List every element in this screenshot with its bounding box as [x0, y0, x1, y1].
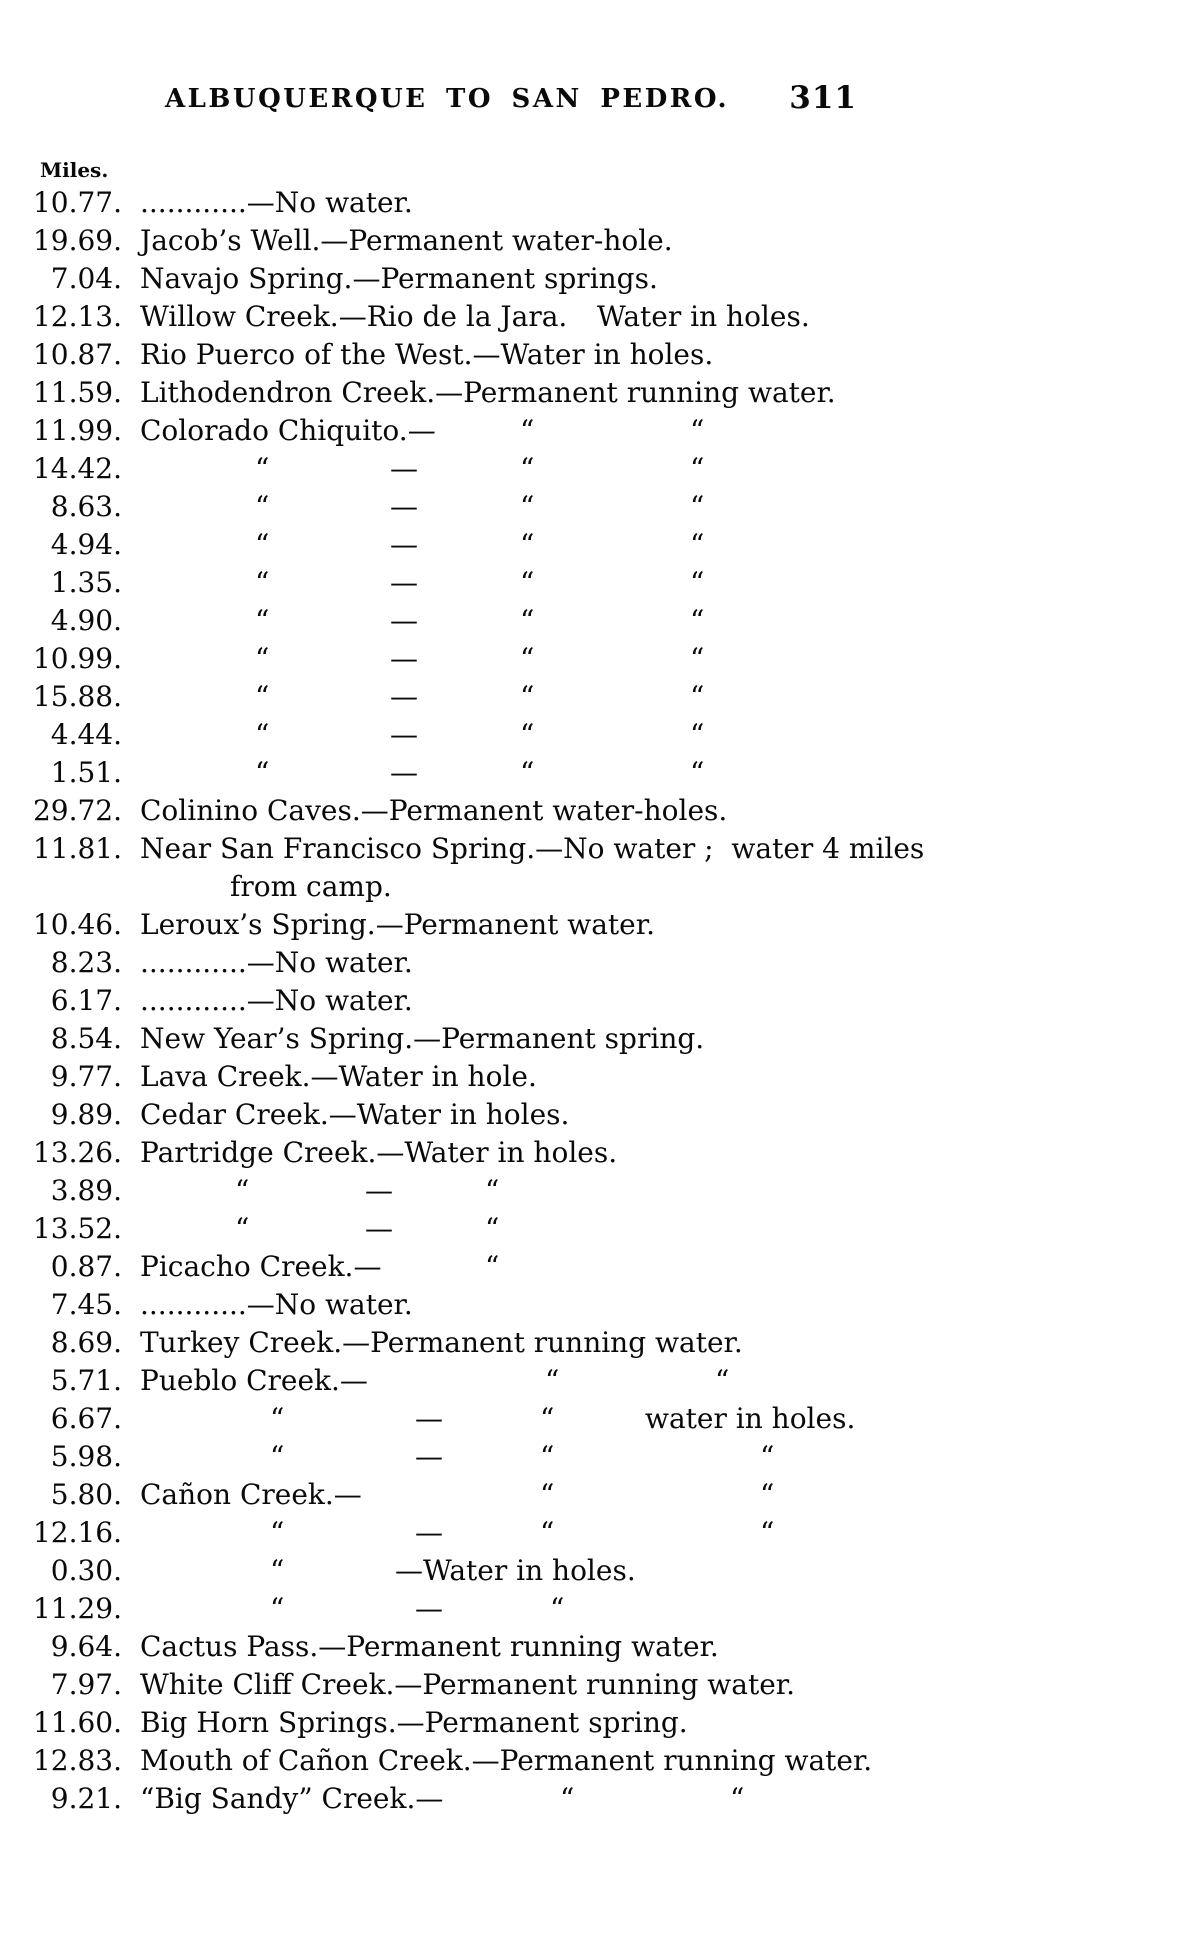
- route-entry-row: [0, 414, 1177, 452]
- dash-mark: —: [415, 1402, 443, 1435]
- ditto-mark: “: [270, 1402, 285, 1435]
- entry-content: [140, 832, 1177, 870]
- ditto-mark: “: [540, 1478, 555, 1511]
- route-entry-row: [0, 1744, 1177, 1782]
- entry-text: —Water in holes.: [395, 1554, 636, 1587]
- miles-value: 19.69.: [32, 224, 122, 257]
- ditto-mark: “: [690, 604, 705, 637]
- route-entry-row: [0, 1098, 1177, 1136]
- ditto-mark: “: [540, 1402, 555, 1435]
- ditto-mark: “: [255, 756, 270, 789]
- entry-content: [140, 1174, 1177, 1212]
- entry-content: [140, 300, 1177, 338]
- entry-text: Cedar Creek.—Water in holes.: [140, 1098, 570, 1131]
- entry-text: Lithodendron Creek.—Permanent running water.: [140, 376, 836, 409]
- route-entry-row: [0, 1174, 1177, 1212]
- entry-text: Colinino Caves.—Permanent water-holes.: [140, 794, 728, 827]
- dash-mark: —: [390, 680, 418, 713]
- route-entry-row: [0, 1060, 1177, 1098]
- route-entry-row: [0, 604, 1177, 642]
- miles-value: 6.67.: [50, 1402, 122, 1435]
- dash-mark: —: [415, 1440, 443, 1473]
- route-entry-row: [0, 1136, 1177, 1174]
- entry-content: [140, 642, 1177, 680]
- miles-value: 4.44.: [50, 718, 122, 751]
- entry-content: [140, 1744, 1177, 1782]
- miles-value: 8.23.: [50, 946, 122, 979]
- route-entry-row: [0, 718, 1177, 756]
- ditto-mark: “: [255, 680, 270, 713]
- miles-value: 7.45.: [50, 1288, 122, 1321]
- miles-value: 5.98.: [50, 1440, 122, 1473]
- ditto-mark: “: [690, 642, 705, 675]
- entry-content: [140, 1288, 1177, 1326]
- route-entry-row: [0, 642, 1177, 680]
- miles-value: 12.16.: [32, 1516, 122, 1549]
- route-entry-row: [0, 452, 1177, 490]
- ditto-mark: “: [690, 718, 705, 751]
- dash-mark: —: [390, 566, 418, 599]
- ditto-mark: “: [690, 756, 705, 789]
- ditto-mark: “: [235, 1212, 250, 1245]
- miles-value: 8.63.: [50, 490, 122, 523]
- dash-mark: —: [390, 642, 418, 675]
- entry-content: [140, 1326, 1177, 1364]
- miles-value: 10.87.: [32, 338, 122, 371]
- ditto-mark: “: [520, 566, 535, 599]
- ditto-mark: “: [550, 1592, 565, 1625]
- entry-content: [140, 1516, 1177, 1554]
- miles-value: 0.87.: [50, 1250, 122, 1283]
- route-entry-row: [0, 908, 1177, 946]
- dash-mark: —: [365, 1212, 393, 1245]
- route-entry-row: [0, 1402, 1177, 1440]
- entry-text: water in holes.: [645, 1402, 856, 1435]
- entry-content: [140, 262, 1177, 300]
- miles-value: 7.97.: [50, 1668, 122, 1701]
- entry-content: [140, 1060, 1177, 1098]
- entry-content: [140, 566, 1177, 604]
- ditto-mark: “: [690, 490, 705, 523]
- dash-mark: —: [390, 756, 418, 789]
- ditto-mark: “: [690, 566, 705, 599]
- miles-value: 9.64.: [50, 1630, 122, 1663]
- ditto-mark: “: [270, 1554, 285, 1587]
- route-entry-row: [0, 1592, 1177, 1630]
- entry-text: Partridge Creek.—Water in holes.: [140, 1136, 618, 1169]
- entry-content: [140, 376, 1177, 414]
- route-entry-row: [0, 832, 1177, 870]
- entry-text: Rio Puerco of the West.—Water in holes.: [140, 338, 714, 371]
- miles-value: 6.17.: [50, 984, 122, 1017]
- ditto-mark: “: [715, 1364, 730, 1397]
- ditto-mark: “: [520, 680, 535, 713]
- ditto-mark: “: [760, 1440, 775, 1473]
- miles-value: 3.89.: [50, 1174, 122, 1207]
- entry-text: Pueblo Creek.—: [140, 1364, 368, 1397]
- route-entry-row: [0, 1364, 1177, 1402]
- route-entry-row: [0, 224, 1177, 262]
- entry-text: ............—No water.: [140, 984, 413, 1017]
- ditto-mark: “: [760, 1478, 775, 1511]
- ditto-mark: “: [730, 1782, 745, 1815]
- entry-content: [140, 984, 1177, 1022]
- miles-value: 12.13.: [32, 300, 122, 333]
- ditto-mark: “: [485, 1174, 500, 1207]
- miles-value: 9.77.: [50, 1060, 122, 1093]
- entry-content: [140, 718, 1177, 756]
- ditto-mark: “: [545, 1364, 560, 1397]
- entry-text: “Big Sandy” Creek.—: [140, 1782, 444, 1815]
- ditto-mark: “: [255, 528, 270, 561]
- entry-text: Cactus Pass.—Permanent running water.: [140, 1630, 719, 1663]
- entry-content: [140, 604, 1177, 642]
- dash-mark: —: [415, 1592, 443, 1625]
- ditto-mark: “: [485, 1212, 500, 1245]
- ditto-mark: “: [520, 490, 535, 523]
- entry-content: [140, 1630, 1177, 1668]
- entry-content: [140, 1782, 1177, 1820]
- entry-text: White Cliff Creek.—Permanent running water.: [140, 1668, 795, 1701]
- route-entry-row: [0, 1516, 1177, 1554]
- dash-mark: —: [365, 1174, 393, 1207]
- entry-content: [140, 1402, 1177, 1440]
- entry-content: [140, 452, 1177, 490]
- entry-content: [140, 1364, 1177, 1402]
- entry-content: [140, 414, 1177, 452]
- ditto-mark: “: [255, 642, 270, 675]
- entry-text: Turkey Creek.—Permanent running water.: [140, 1326, 743, 1359]
- entry-content: [140, 794, 1177, 832]
- route-entry-row: [0, 794, 1177, 832]
- route-entry-row: [0, 338, 1177, 376]
- entry-content: [140, 1098, 1177, 1136]
- miles-value: 5.71.: [50, 1364, 122, 1397]
- entry-text: Lava Creek.—Water in hole.: [140, 1060, 537, 1093]
- route-entry-row: [0, 490, 1177, 528]
- miles-value: 9.89.: [50, 1098, 122, 1131]
- miles-value: 14.42.: [32, 452, 122, 485]
- miles-value: 15.88.: [32, 680, 122, 713]
- miles-value: 4.94.: [50, 528, 122, 561]
- miles-value: 10.46.: [32, 908, 122, 941]
- ditto-mark: “: [520, 604, 535, 637]
- entry-content: [140, 1250, 1177, 1288]
- entry-content: [140, 490, 1177, 528]
- route-entry-row: [0, 186, 1177, 224]
- ditto-mark: “: [235, 1174, 250, 1207]
- miles-value: 1.51.: [50, 756, 122, 789]
- route-entry-row: [0, 1288, 1177, 1326]
- entry-text: Big Horn Springs.—Permanent spring.: [140, 1706, 688, 1739]
- page-header: [0, 80, 1177, 124]
- entry-text: ............—No water.: [140, 1288, 413, 1321]
- entry-content: [140, 870, 1177, 908]
- route-entry-row: [0, 870, 1177, 908]
- entry-content: [140, 1136, 1177, 1174]
- ditto-mark: “: [520, 756, 535, 789]
- miles-value: 11.81.: [32, 832, 122, 865]
- entry-content: [140, 224, 1177, 262]
- ditto-mark: “: [520, 528, 535, 561]
- entry-content: [140, 946, 1177, 984]
- miles-value: 9.21.: [50, 1782, 122, 1815]
- route-entry-row: [0, 1440, 1177, 1478]
- miles-value: 11.29.: [32, 1592, 122, 1625]
- ditto-mark: “: [760, 1516, 775, 1549]
- dash-mark: —: [390, 528, 418, 561]
- running-head-title: ALBUQUERQUE TO SAN PEDRO.: [164, 84, 730, 114]
- entry-content: [140, 1554, 1177, 1592]
- miles-value: 7.04.: [50, 262, 122, 295]
- ditto-mark: “: [520, 718, 535, 751]
- entry-content: [140, 338, 1177, 376]
- ditto-mark: “: [270, 1440, 285, 1473]
- ditto-mark: “: [520, 414, 535, 447]
- entry-content: [140, 1212, 1177, 1250]
- ditto-mark: “: [690, 414, 705, 447]
- ditto-mark: “: [255, 566, 270, 599]
- entry-content: [140, 1478, 1177, 1516]
- entry-content: [140, 528, 1177, 566]
- route-entry-row: [0, 680, 1177, 718]
- ditto-mark: “: [540, 1440, 555, 1473]
- entry-text: Jacob’s Well.—Permanent water-hole.: [140, 224, 673, 257]
- entry-text: Navajo Spring.—Permanent springs.: [140, 262, 658, 295]
- dash-mark: —: [415, 1516, 443, 1549]
- miles-value: 13.52.: [32, 1212, 122, 1245]
- route-entry-row: [0, 262, 1177, 300]
- miles-value: 1.35.: [50, 566, 122, 599]
- miles-value: 5.80.: [50, 1478, 122, 1511]
- dash-mark: —: [390, 452, 418, 485]
- page-number: 311: [789, 80, 857, 116]
- entry-text: Picacho Creek.—: [140, 1250, 382, 1283]
- ditto-mark: “: [540, 1516, 555, 1549]
- ditto-mark: “: [255, 490, 270, 523]
- route-entry-row: [0, 1630, 1177, 1668]
- route-entry-row: [0, 1212, 1177, 1250]
- entry-content: [140, 1592, 1177, 1630]
- entry-text: Mouth of Cañon Creek.—Permanent running water.: [140, 1744, 873, 1777]
- ditto-mark: “: [520, 452, 535, 485]
- entry-text: from camp.: [230, 870, 392, 903]
- itinerary-list: [0, 186, 1177, 1820]
- miles-value: 11.99.: [32, 414, 122, 447]
- ditto-mark: “: [255, 452, 270, 485]
- miles-value: 10.77.: [32, 186, 122, 219]
- miles-value: 8.69.: [50, 1326, 122, 1359]
- miles-value: 0.30.: [50, 1554, 122, 1587]
- route-entry-row: [0, 946, 1177, 984]
- entry-text: New Year’s Spring.—Permanent spring.: [140, 1022, 705, 1055]
- route-entry-row: [0, 1668, 1177, 1706]
- ditto-mark: “: [560, 1782, 575, 1815]
- entry-content: [140, 1706, 1177, 1744]
- entry-content: [140, 756, 1177, 794]
- dash-mark: —: [390, 604, 418, 637]
- route-entry-row: [0, 300, 1177, 338]
- route-entry-row: [0, 1554, 1177, 1592]
- entry-content: [140, 186, 1177, 224]
- miles-value: 11.60.: [32, 1706, 122, 1739]
- dash-mark: —: [390, 718, 418, 751]
- ditto-mark: “: [690, 452, 705, 485]
- route-entry-row: [0, 1022, 1177, 1060]
- ditto-mark: “: [690, 680, 705, 713]
- route-entry-row: [0, 1250, 1177, 1288]
- entry-text: Water in holes.: [597, 300, 810, 333]
- route-entry-row: [0, 376, 1177, 414]
- route-entry-row: [0, 528, 1177, 566]
- ditto-mark: “: [270, 1516, 285, 1549]
- miles-value: 8.54.: [50, 1022, 122, 1055]
- miles-value: 12.83.: [32, 1744, 122, 1777]
- entry-content: [140, 680, 1177, 718]
- miles-value: 4.90.: [50, 604, 122, 637]
- miles-value: 29.72.: [32, 794, 122, 827]
- entry-content: [140, 1440, 1177, 1478]
- route-entry-row: [0, 1782, 1177, 1820]
- ditto-mark: “: [270, 1592, 285, 1625]
- miles-column-label: Miles.: [40, 158, 109, 182]
- miles-value: 13.26.: [32, 1136, 122, 1169]
- ditto-mark: “: [255, 604, 270, 637]
- entry-text: ............—No water.: [140, 946, 413, 979]
- entry-content: [140, 1022, 1177, 1060]
- entry-content: [140, 1668, 1177, 1706]
- entry-text: Colorado Chiquito.—: [140, 414, 436, 447]
- route-entry-row: [0, 1478, 1177, 1516]
- entry-text: ............—No water.: [140, 186, 413, 219]
- ditto-mark: “: [485, 1250, 500, 1283]
- entry-text: Willow Creek.—Rio de la Jara.: [140, 300, 568, 333]
- route-entry-row: [0, 756, 1177, 794]
- route-entry-row: [0, 566, 1177, 604]
- ditto-mark: “: [690, 528, 705, 561]
- dash-mark: —: [390, 490, 418, 523]
- route-entry-row: [0, 984, 1177, 1022]
- ditto-mark: “: [255, 718, 270, 751]
- entry-text: Cañon Creek.—: [140, 1478, 362, 1511]
- entry-content: [140, 908, 1177, 946]
- miles-value: 10.99.: [32, 642, 122, 675]
- miles-value: 11.59.: [32, 376, 122, 409]
- route-entry-row: [0, 1326, 1177, 1364]
- ditto-mark: “: [520, 642, 535, 675]
- entry-text: Leroux’s Spring.—Permanent water.: [140, 908, 655, 941]
- route-entry-row: [0, 1706, 1177, 1744]
- entry-text: Near San Francisco Spring.—No water ; water 4 miles: [140, 832, 925, 865]
